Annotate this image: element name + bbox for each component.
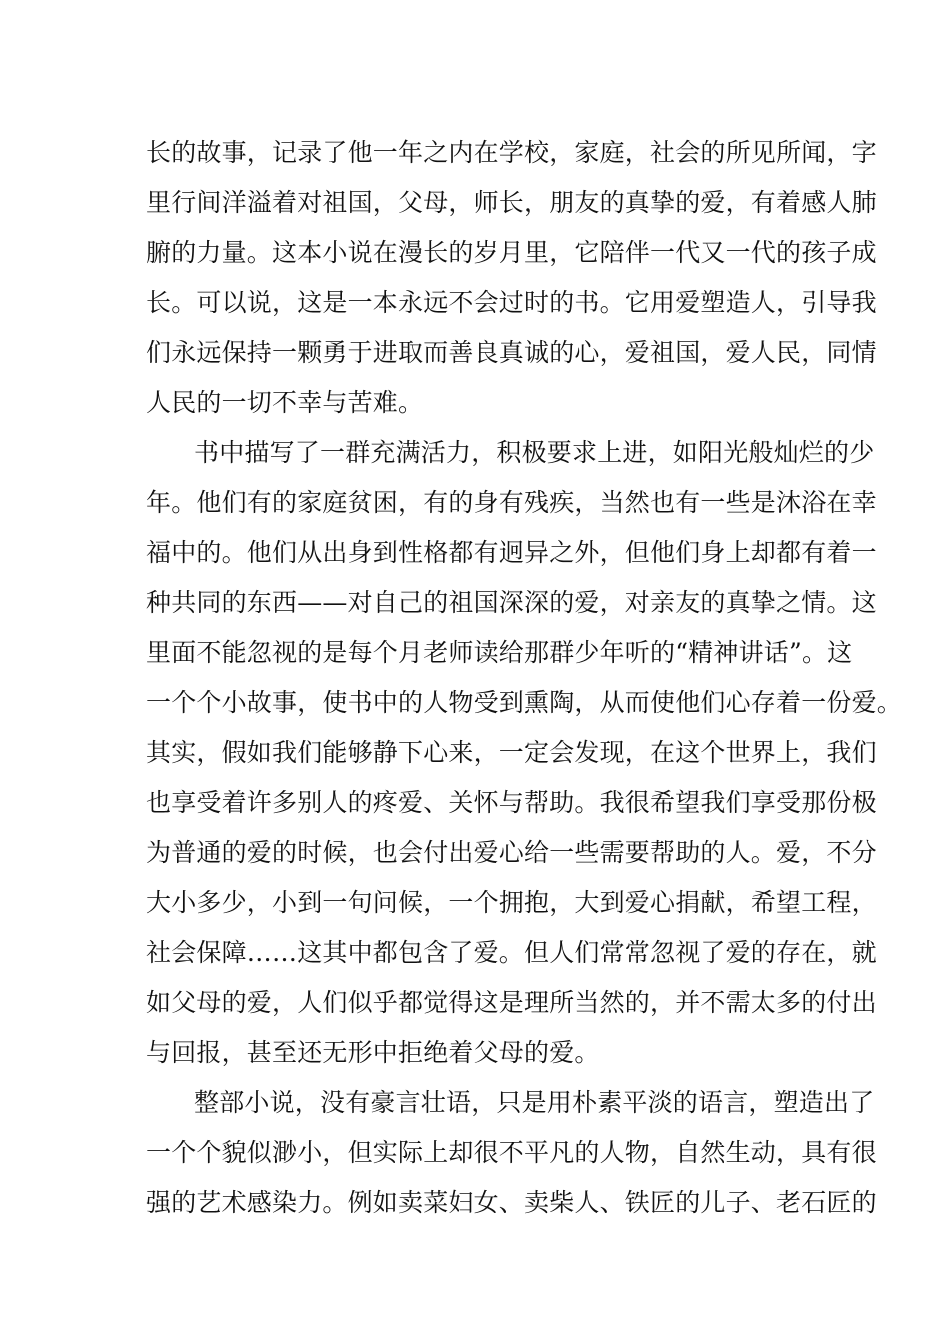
paragraph-first-line: 整部小说，没有豪言壮语，只是用朴素平淡的语言，塑造出了 bbox=[194, 1088, 875, 1117]
text-line: 福中的。他们从出身到性格都有迥异之外，但他们身上却都有着一 bbox=[146, 538, 877, 567]
text-line: 腑的力量。这本小说在漫长的岁月里，它陪伴一代又一代的孩子成 bbox=[146, 238, 877, 267]
text-line: 大小多少，小到一句问候，一个拥抱，大到爱心捐献，希望工程， bbox=[146, 888, 877, 917]
text-line: 一个个小故事，使书中的人物受到熏陶，从而使他们心存着一份爱。 bbox=[146, 688, 903, 717]
text-line: 其实，假如我们能够静下心来，一定会发现，在这个世界上，我们 bbox=[146, 738, 877, 767]
text-line: 们永远保持一颗勇于进取而善良真诚的心，爱祖国，爱人民，同情 bbox=[146, 338, 877, 367]
paragraph-first-line: 书中描写了一群充满活力，积极要求上进，如阳光般灿烂的少 bbox=[194, 438, 875, 467]
text-line: 里行间洋溢着对祖国，父母，师长，朋友的真挚的爱，有着感人肺 bbox=[146, 188, 877, 217]
text-line: 强的艺术感染力。例如卖菜妇女、卖柴人、铁匠的儿子、老石匠的 bbox=[146, 1188, 877, 1217]
text-line: 如父母的爱，人们似乎都觉得这是理所当然的，并不需太多的付出 bbox=[146, 988, 877, 1017]
text-line: 社会保障……这其中都包含了爱。但人们常常忽视了爱的存在，就 bbox=[146, 938, 877, 967]
text-line: 种共同的东西——对自己的祖国深深的爱，对亲友的真挚之情。这 bbox=[146, 588, 877, 617]
text-line: 为普通的爱的时候，也会付出爱心给一些需要帮助的人。爱，不分 bbox=[146, 838, 877, 867]
body-text bbox=[146, 128, 903, 1228]
text-line: 与回报，甚至还无形中拒绝着父母的爱。 bbox=[146, 1038, 600, 1067]
text-line: 一个个貌似渺小，但实际上却很不平凡的人物，自然生动，具有很 bbox=[146, 1138, 877, 1167]
text-line: 人民的一切不幸与苦难。 bbox=[146, 388, 424, 417]
text-line: 长的故事，记录了他一年之内在学校，家庭，社会的所见所闻，字 bbox=[146, 138, 877, 167]
text-line: 长。可以说，这是一本永远不会过时的书。它用爱塑造人，引导我 bbox=[146, 288, 877, 317]
text-line: 年。他们有的家庭贫困，有的身有残疾，当然也有一些是沐浴在幸 bbox=[146, 488, 877, 517]
text-line: 也享受着许多别人的疼爱、关怀与帮助。我很希望我们享受那份极 bbox=[146, 788, 877, 817]
text-line: 里面不能忽视的是每个月老师读给那群少年听的“精神讲话”。这 bbox=[146, 638, 853, 667]
